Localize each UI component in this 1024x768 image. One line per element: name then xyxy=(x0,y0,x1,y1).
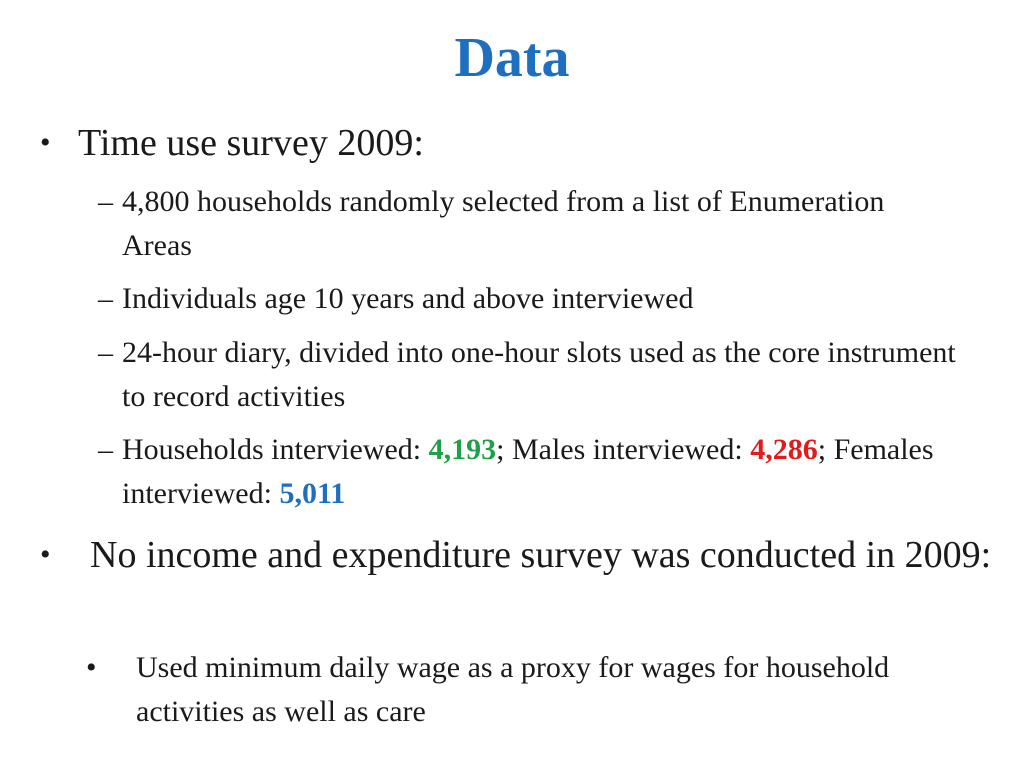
sub-bullet-diary xyxy=(98,331,978,419)
females-label: Females interviewed: xyxy=(122,433,934,510)
females-count: 5,011 xyxy=(279,477,346,510)
households-label: Households interviewed: xyxy=(122,433,429,466)
bullet-mark: • xyxy=(86,651,97,684)
dash-mark: – xyxy=(98,282,113,315)
sub-bullet-minimum-wage xyxy=(86,646,906,734)
bullet-mark: • xyxy=(40,538,51,571)
sub-bullet-text: 4,800 households randomly selected from a list of Enumeration Areas xyxy=(122,185,885,262)
males-count: 4,286 xyxy=(750,433,818,466)
sub-bullet-counts xyxy=(98,428,978,516)
sub-bullet-individuals xyxy=(98,277,978,321)
males-label: Males interviewed: xyxy=(511,433,751,466)
bullet-no-income-survey xyxy=(40,532,1000,578)
sub-bullet-households-selected xyxy=(98,180,898,268)
slide-title: Data xyxy=(454,27,570,89)
dash-mark: – xyxy=(98,336,113,369)
dash-mark: – xyxy=(98,185,113,218)
bullet-time-use-survey xyxy=(40,120,980,166)
bullet-text: Time use survey 2009: xyxy=(78,122,424,164)
households-count: 4,193 xyxy=(428,433,497,466)
separator: ; xyxy=(817,433,834,466)
sub-bullet-text xyxy=(98,428,978,516)
sub-bullet-text: Used minimum daily wage as a proxy for wages for household activities as well as care xyxy=(136,651,890,728)
dash-mark: – xyxy=(98,433,113,466)
separator: ; xyxy=(496,433,512,466)
sub-bullet-text: 24-hour diary, divided into one-hour slots used as the core instrument to record activities xyxy=(122,336,956,413)
bullet-text: No income and expenditure survey was conducted in 2009: xyxy=(90,534,992,576)
bullet-mark: • xyxy=(40,126,51,159)
sub-bullet-text: Individuals age 10 years and above interviewed xyxy=(122,282,694,315)
